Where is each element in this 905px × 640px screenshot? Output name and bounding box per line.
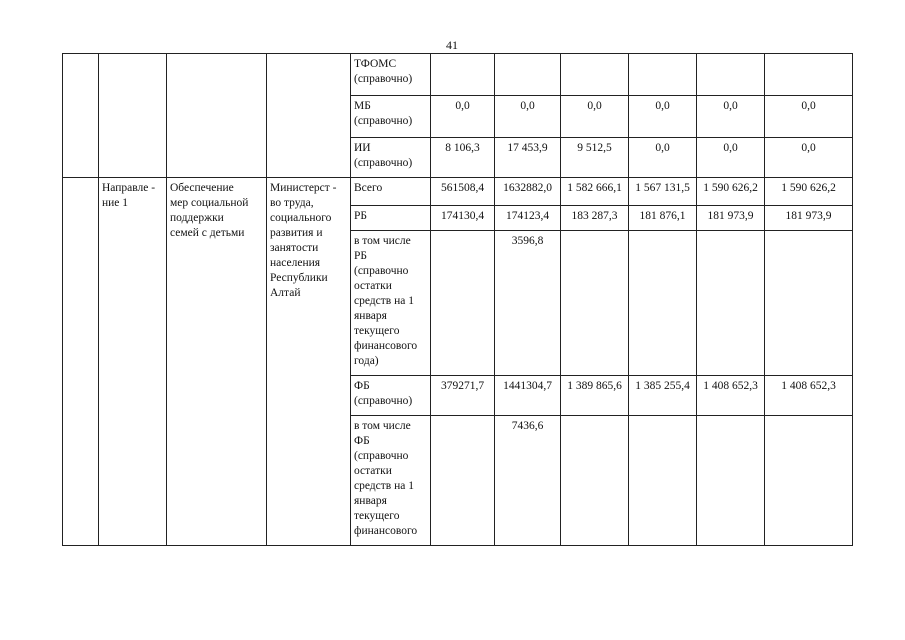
value-cell: 174130,4 (431, 206, 495, 231)
value-cell (561, 231, 629, 376)
value-cell (561, 54, 629, 96)
row-label: РБ (351, 206, 431, 231)
value-cell: 181 973,9 (765, 206, 853, 231)
value-cell: 1 590 626,2 (765, 178, 853, 206)
value-cell: 8 106,3 (431, 138, 495, 178)
value-cell: 181 876,1 (629, 206, 697, 231)
executor-cell: Министерст - во труда, социального развития и занятости населения Республики Алтай (267, 178, 351, 546)
row-label: в том числе ФБ (справочно остатки средств на 1 января текущего финансового (351, 416, 431, 546)
budget-table (62, 53, 853, 546)
value-cell: 1 590 626,2 (697, 178, 765, 206)
value-cell (629, 416, 697, 546)
empty-cell (63, 178, 99, 546)
value-cell: 0,0 (431, 96, 495, 138)
value-cell (765, 54, 853, 96)
value-cell: 183 287,3 (561, 206, 629, 231)
value-cell: 7436,6 (495, 416, 561, 546)
empty-cell (267, 54, 351, 178)
value-cell: 1 582 666,1 (561, 178, 629, 206)
value-cell: 17 453,9 (495, 138, 561, 178)
value-cell: 0,0 (697, 96, 765, 138)
value-cell: 1 408 652,3 (765, 376, 853, 416)
empty-cell (63, 54, 99, 178)
measure-cell: Обеспечение мер социальной поддержки семей с детьми (167, 178, 267, 546)
row-label: ФБ (справочно) (351, 376, 431, 416)
value-cell (697, 416, 765, 546)
value-cell: 3596,8 (495, 231, 561, 376)
value-cell: 1441304,7 (495, 376, 561, 416)
value-cell (431, 231, 495, 376)
value-cell: 561508,4 (431, 178, 495, 206)
table-row (63, 178, 853, 206)
direction-cell: Направле - ние 1 (99, 178, 167, 546)
row-label: Всего (351, 178, 431, 206)
value-cell: 0,0 (495, 96, 561, 138)
value-cell (561, 416, 629, 546)
value-cell (629, 54, 697, 96)
value-cell (697, 231, 765, 376)
value-cell: 1 408 652,3 (697, 376, 765, 416)
value-cell (765, 416, 853, 546)
value-cell: 0,0 (765, 96, 853, 138)
value-cell: 1 385 255,4 (629, 376, 697, 416)
value-cell: 0,0 (629, 138, 697, 178)
value-cell (431, 54, 495, 96)
value-cell (765, 231, 853, 376)
value-cell: 0,0 (629, 96, 697, 138)
value-cell (697, 54, 765, 96)
value-cell: 0,0 (697, 138, 765, 178)
value-cell: 1 567 131,5 (629, 178, 697, 206)
empty-cell (167, 54, 267, 178)
table-row (63, 54, 853, 96)
value-cell: 174123,4 (495, 206, 561, 231)
row-label: ТФОМС (справочно) (351, 54, 431, 96)
empty-cell (99, 54, 167, 178)
value-cell: 9 512,5 (561, 138, 629, 178)
value-cell: 181 973,9 (697, 206, 765, 231)
value-cell: 0,0 (765, 138, 853, 178)
row-label: МБ (справочно) (351, 96, 431, 138)
page-number: 41 (446, 38, 458, 52)
row-label: в том числе РБ (справочно остатки средств на 1 января текущего финансового года) (351, 231, 431, 376)
value-cell (431, 416, 495, 546)
value-cell (629, 231, 697, 376)
value-cell: 0,0 (561, 96, 629, 138)
value-cell: 379271,7 (431, 376, 495, 416)
value-cell: 1 389 865,6 (561, 376, 629, 416)
value-cell: 1632882,0 (495, 178, 561, 206)
value-cell (495, 54, 561, 96)
row-label: ИИ (справочно) (351, 138, 431, 178)
